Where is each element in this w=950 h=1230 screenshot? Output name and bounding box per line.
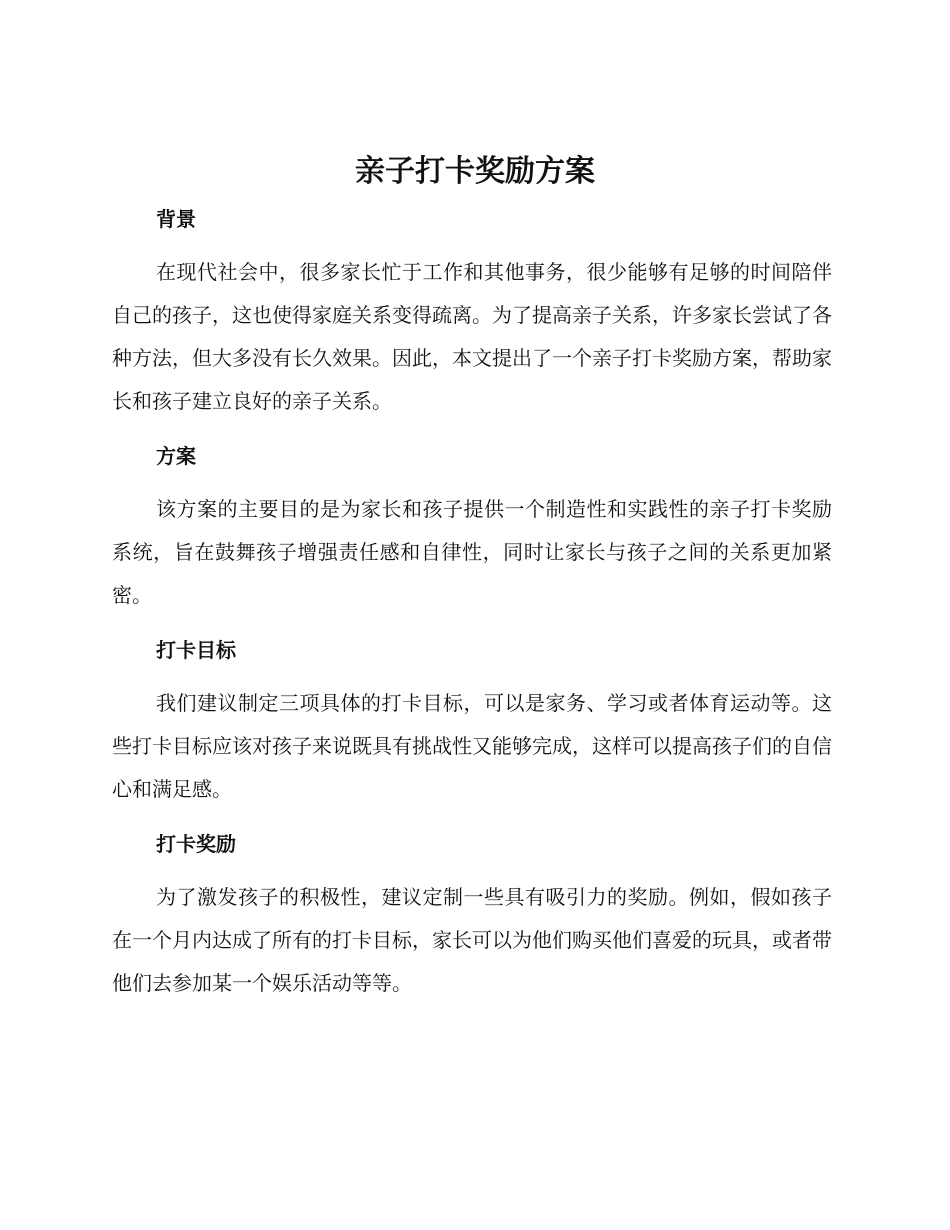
section-paragraph-background: 在现代社会中，很多家长忙于工作和其他事务，很少能够有足够的时间陪伴自己的孩子，这也使得家庭关系变得疏离。为了提高亲子关系，许多家长尝试了各种方法，但大多没有长久效果。因此，本文提出了一个亲子打卡奖励方案，帮助家长和孩子建立良好的亲子关系。 [112, 260, 832, 413]
section-paragraph-checkin-rewards: 为了激发孩子的积极性，建议定制一些具有吸引力的奖励。例如，假如孩子在一个月内达成了所有的打卡目标，家长可以为他们购买他们喜爱的玩具，或者带他们去参加某一个娱乐活动等等。 [112, 885, 832, 995]
document-body [112, 197, 832, 1016]
document-title: 亲子打卡奖励方案 [355, 154, 595, 189]
section-heading-background: 背景 [156, 207, 196, 231]
section-heading-plan: 方案 [156, 444, 196, 468]
section-paragraph-checkin-goals: 我们建议制定三项具体的打卡目标，可以是家务、学习或者体育运动等。这些打卡目标应该对孩子来说既具有挑战性又能够完成，这样可以提高孩子们的自信心和满足感。 [112, 691, 832, 801]
section-paragraph-plan: 该方案的主要目的是为家长和孩子提供一个制造性和实践性的亲子打卡奖励系统，旨在鼓舞孩子增强责任感和自律性，同时让家长与孩子之间的关系更加紧密。 [112, 497, 832, 607]
section-heading-checkin-rewards: 打卡奖励 [156, 832, 236, 856]
section-heading-checkin-goals: 打卡目标 [156, 638, 236, 662]
